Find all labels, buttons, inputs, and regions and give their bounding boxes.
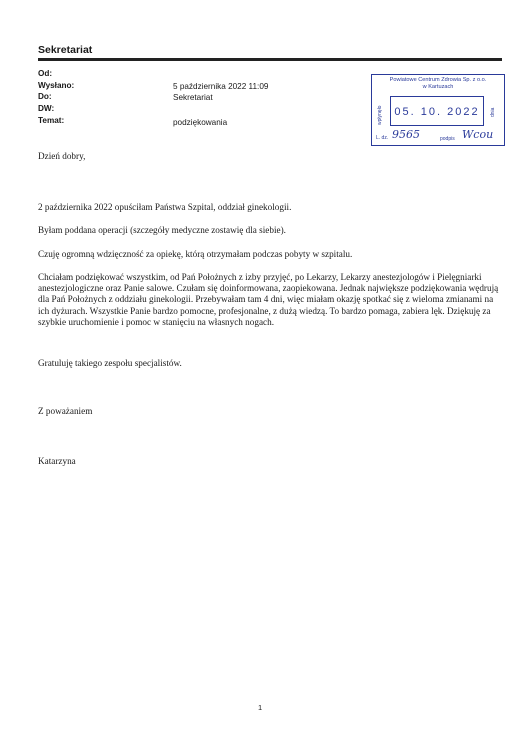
stamp-signature: Wcou [462, 128, 494, 141]
stamp-number-label: L. dz. [376, 135, 389, 141]
email-title: Sekretariat [38, 44, 93, 56]
title-rule [38, 58, 502, 61]
stamp-received-label: wpłynęło [377, 105, 383, 125]
registry-stamp [371, 74, 505, 146]
from-label: Od: [38, 69, 53, 78]
stamp-org-line2: w Kartuzach [422, 83, 454, 90]
stamp-date: 05. 10. 2022 [394, 106, 480, 118]
to-value: Sekretariat [173, 93, 213, 102]
paragraph-5: Gratuluję takiego zespołu specjalistów. [38, 358, 182, 368]
sent-value: 5 października 2022 11:09 [173, 82, 269, 91]
paragraph-4: Chciałam podziękować wszystkim, od Pań Położnych z izby przyjęć, po Lekarzy, Lekarzy anestezjologów i Pielęgniarki anestezjologiczne oraz Panie salowe. Czułam się doinformowana, zaopiekowana. Jednak największe podziękowania wędrują dla Pań Położnych z oddziału ginekologii. Przebywałam tam 4 dni, więc miałam okazję spotkać się z wieloma zmianami na ich dyżurach. Wszystkie Panie bardzo pomocne, profesjonalne, z dużą wiedzą. To bardzo pomaga, zabiera lęk. Dziękuję za szybkie uruchomienie i pomoc w stanięciu na własnych nogach. [38, 272, 499, 327]
stamp-org-line1: Powiatowe Centrum Zdrowia Sp. z o.o. [389, 77, 487, 83]
cc-label: DW: [38, 104, 55, 113]
sent-label: Wysłano: [38, 81, 75, 90]
subject-value: podziękowania [173, 118, 228, 127]
stamp-number: 9565 [392, 128, 420, 141]
page-number: 1 [258, 703, 263, 712]
to-label: Do: [38, 92, 52, 101]
paragraph-1: 2 października 2022 opuściłam Państwa Szpital, oddział ginekologii. [38, 202, 292, 212]
stamp-organization [372, 77, 504, 90]
stamp-date-box [390, 96, 484, 126]
stamp-day-label: dnia [490, 107, 496, 117]
paragraph-3: Czuję ogromną wdzięczność za opiekę, którą otrzymałam podczas pobyty w szpitalu. [38, 249, 353, 259]
closing: Z poważaniem [38, 406, 93, 416]
greeting: Dzień dobry, [38, 151, 86, 161]
stamp-signature-label: podpis [440, 136, 455, 142]
signature: Katarzyna [38, 456, 76, 466]
subject-label: Temat: [38, 116, 65, 125]
paragraph-2: Byłam poddana operacji (szczegóły medyczne zostawię dla siebie). [38, 225, 286, 235]
